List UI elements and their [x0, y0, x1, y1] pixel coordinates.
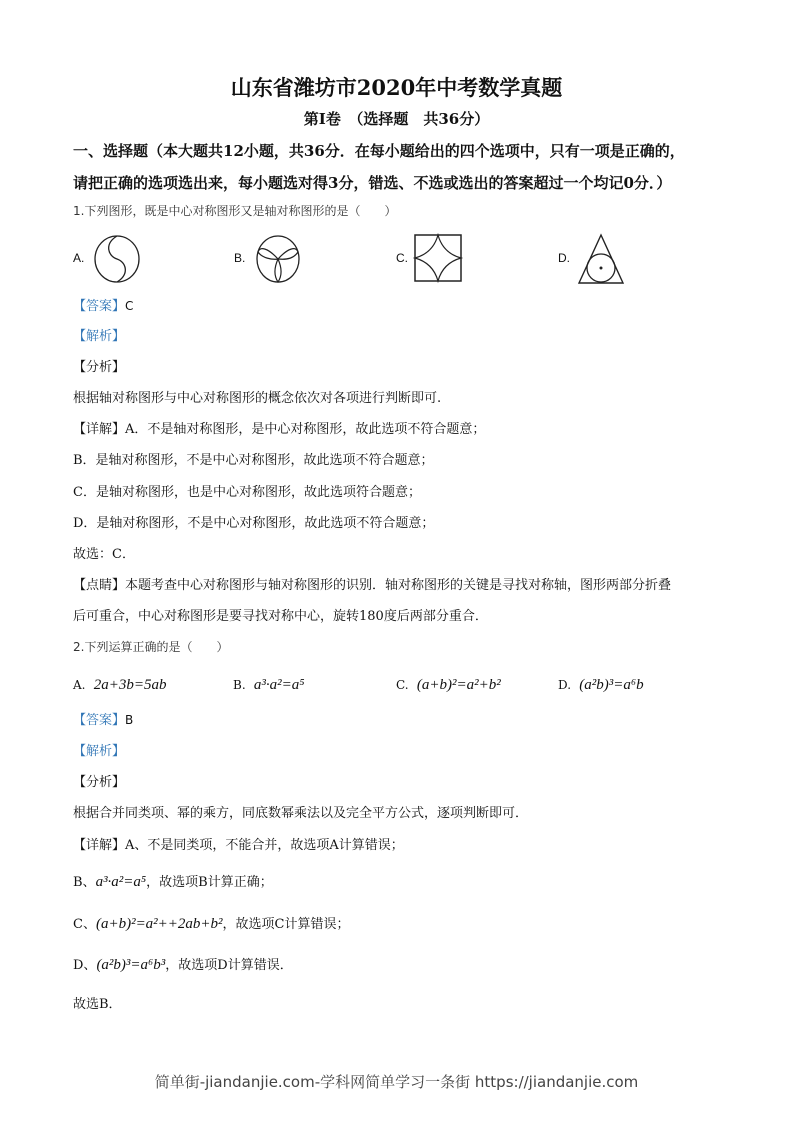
- paper-subtitle: 第Ⅰ卷 （选择题 共36分）: [303, 110, 490, 128]
- q2-option-c-label: C.: [396, 678, 409, 692]
- document-title: 山东省潍坊市2020年中考数学真题: [230, 75, 563, 100]
- q2-option-a-label: A.: [73, 678, 86, 692]
- detail-prefix: C、: [73, 917, 96, 932]
- detail-suffix: ，故选项D计算错误．: [165, 958, 293, 973]
- q1-option-b-label: B.: [234, 251, 246, 265]
- question-1-stem: 1.下列图形，既是中心对称图形又是轴对称图形的是（ ）: [73, 204, 397, 218]
- q2-detail-c: [73, 915, 350, 934]
- q1-conclusion: 故选：C．: [73, 547, 135, 562]
- footer-watermark: 简单街-jiandanjie.com-学科网简单学习一条街 https://jiandanjie.com: [154, 1073, 639, 1091]
- section-instructions-line1: 一、选择题（本大题共12小题，共36分．在每小题给出的四个选项中，只有一项是正确的，: [73, 142, 685, 160]
- q2-option-d-label: D.: [558, 678, 572, 692]
- detail-suffix: ，故选项B计算正确；: [146, 875, 273, 890]
- detail-expr: a³·a²=a⁵: [95, 874, 147, 890]
- q2-detail-a: 【详解】A、不是同类项，不能合并，故选项A计算错误；: [73, 838, 404, 853]
- square-star-figure: [413, 233, 465, 285]
- q1-option-d-label: D.: [558, 251, 570, 265]
- q1-option-a-label: A.: [73, 251, 85, 265]
- q2-detail-b: [73, 873, 273, 892]
- detail-suffix: ，故选项C计算错误；: [222, 917, 350, 932]
- q1-detail-b: B．是轴对称图形，不是中心对称图形，故此选项不符合题意；: [73, 453, 434, 468]
- q1-answer: C: [125, 299, 134, 313]
- q1-option-c-label: C.: [396, 251, 408, 265]
- analysis-tag: 【解析】: [73, 329, 126, 344]
- fenxi-tag: 【分析】: [73, 775, 126, 790]
- q2-fenxi-text: 根据合并同类项、幂的乘方，同底数幂乘法以及完全平方公式，逐项判断即可．: [73, 806, 529, 821]
- q1-detail-d: D．是轴对称图形，不是中心对称图形，故此选项不符合题意；: [73, 516, 435, 531]
- analysis-tag: 【解析】: [73, 744, 126, 759]
- q1-detail-a: 【详解】A．不是轴对称图形，是中心对称图形，故此选项不符合题意；: [73, 422, 486, 437]
- q1-dianjing-line1: 【点睛】本题考查中心对称图形与轴对称图形的识别．轴对称图形的关键是寻找对称轴，图形两部分折叠: [73, 578, 672, 593]
- answer-tag: 【答案】: [73, 299, 126, 314]
- detail-expr: (a²b)³=a⁶b³: [96, 957, 166, 973]
- q2-conclusion: 故选B．: [73, 997, 122, 1012]
- answer-tag: 【答案】: [73, 713, 126, 728]
- q2-answer: B: [125, 713, 134, 727]
- three-petal-circle-figure: [254, 234, 302, 284]
- q1-detail-c: C．是轴对称图形，也是中心对称图形，故此选项符合题意；: [73, 485, 421, 500]
- q2-option-b-expr: a³·a²=a⁵: [253, 677, 305, 693]
- fenxi-tag: 【分析】: [73, 360, 126, 375]
- triangle-incircle-figure: [576, 232, 626, 286]
- detail-prefix: B、: [73, 875, 96, 890]
- detail-expr: (a+b)²=a²++2ab+b²: [95, 916, 223, 932]
- q1-dianjing-line2: 后可重合，中心对称图形是要寻找对称中心，旋转180度后两部分重合．: [73, 609, 488, 624]
- q2-option-c-expr: (a+b)²=a²+b²: [416, 677, 501, 693]
- detail-prefix: D、: [73, 958, 97, 973]
- yin-yang-figure: [92, 234, 142, 284]
- section-instructions-line2: 请把正确的选项选出来，每小题选对得3分，错选、不选或选出的答案超过一个均记0分．）: [73, 174, 672, 192]
- q1-fenxi-text: 根据轴对称图形与中心对称图形的概念依次对各项进行判断即可.: [73, 391, 442, 406]
- q2-option-d-expr: (a²b)³=a⁶b: [579, 677, 644, 693]
- q2-detail-d: [73, 956, 293, 975]
- q2-option-b-label: B.: [233, 678, 246, 692]
- q2-option-a-expr: 2a+3b=5ab: [93, 677, 167, 693]
- question-2-stem: 2.下列运算正确的是（ ）: [73, 640, 229, 654]
